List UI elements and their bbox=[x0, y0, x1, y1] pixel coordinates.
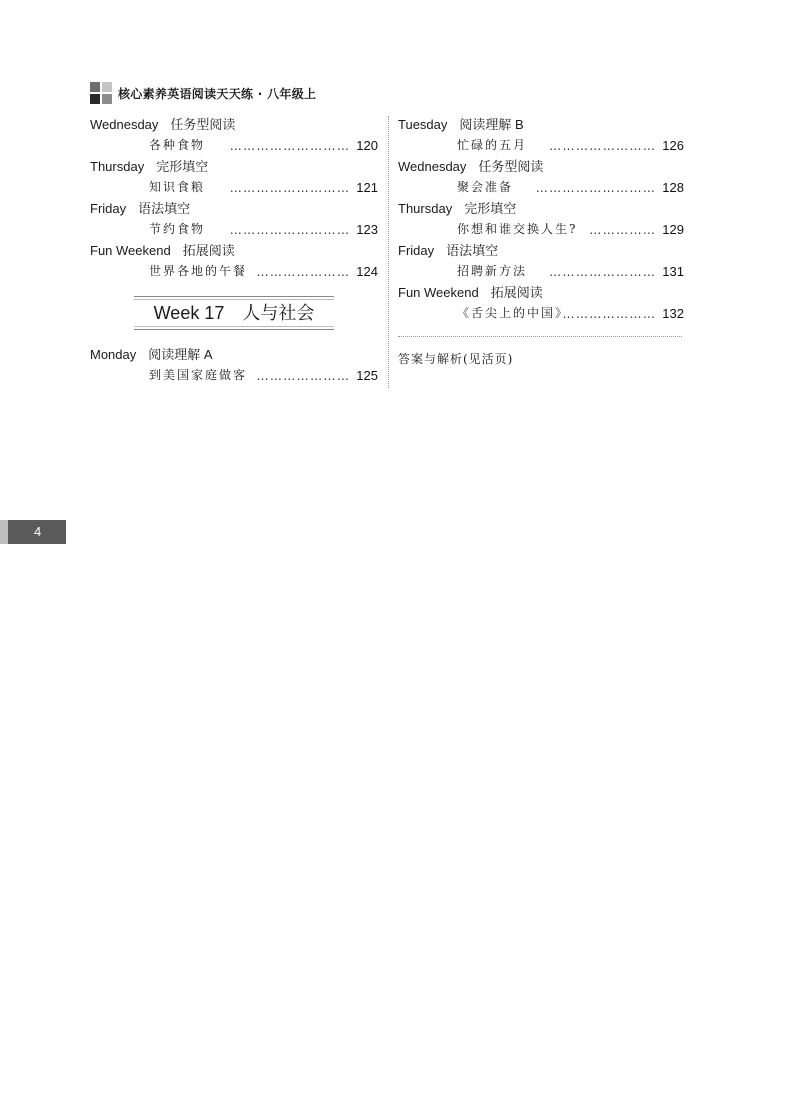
exercise-type: 拓展阅读 bbox=[182, 243, 235, 258]
entry-title: 《舌尖上的中国》 bbox=[457, 306, 570, 320]
exercise-type: 完形填空 bbox=[156, 159, 209, 174]
day-label: Wednesday bbox=[398, 159, 467, 174]
day-label: Fun Weekend bbox=[90, 243, 171, 258]
toc-entry[interactable] bbox=[398, 240, 684, 282]
toc-right-column bbox=[398, 114, 684, 370]
page-number: 128 bbox=[662, 180, 684, 195]
dot-leader: …………………… bbox=[549, 139, 657, 153]
toc-entry[interactable] bbox=[90, 156, 378, 198]
page-number: 123 bbox=[356, 222, 378, 237]
page-number: 125 bbox=[356, 368, 378, 383]
day-label: Tuesday bbox=[398, 117, 448, 132]
day-label: Thursday bbox=[398, 201, 453, 216]
entry-title: 知识食粮 bbox=[149, 180, 206, 194]
toc-entry[interactable] bbox=[90, 114, 378, 156]
toc-entry[interactable] bbox=[90, 344, 378, 386]
day-label: Wednesday bbox=[90, 117, 159, 132]
entry-title: 招聘新方法 bbox=[457, 264, 528, 278]
page-number: 132 bbox=[662, 306, 684, 321]
dot-leader: ……………………… bbox=[229, 139, 351, 153]
week-number: Week 17 bbox=[153, 303, 225, 323]
toc-entry[interactable] bbox=[90, 198, 378, 240]
entry-title: 你想和谁交换人生? bbox=[457, 222, 578, 236]
toc-entry[interactable] bbox=[398, 156, 684, 198]
dot-leader: ……………………… bbox=[229, 223, 351, 237]
book-title: 核心素养英语阅读天天练 · 八年级上 bbox=[118, 87, 317, 101]
entry-title: 忙碌的五月 bbox=[457, 138, 528, 152]
answers-note[interactable]: 答案与解析(见活页) bbox=[398, 352, 514, 366]
series-logo-icon bbox=[90, 82, 112, 104]
toc-entry[interactable] bbox=[90, 240, 378, 282]
week-heading bbox=[134, 296, 334, 330]
page-number: 129 bbox=[662, 222, 684, 237]
toc-entry[interactable] bbox=[398, 198, 684, 240]
page-number-tab bbox=[0, 520, 66, 544]
page-number: 131 bbox=[662, 264, 684, 279]
entry-title: 世界各地的午餐 bbox=[149, 264, 248, 278]
exercise-type: 任务型阅读 bbox=[478, 159, 544, 174]
exercise-type: 阅读理解 A bbox=[148, 347, 213, 362]
dot-leader: ……………………… bbox=[229, 181, 351, 195]
dot-leader: …………………… bbox=[549, 265, 657, 279]
exercise-type: 拓展阅读 bbox=[490, 285, 543, 300]
day-label: Friday bbox=[398, 243, 435, 258]
entry-title: 聚会准备 bbox=[457, 180, 514, 194]
page-number: 121 bbox=[356, 180, 378, 195]
entry-title: 各种食物 bbox=[149, 138, 206, 152]
day-label: Fun Weekend bbox=[398, 285, 479, 300]
dot-leader: ………………… bbox=[256, 265, 351, 279]
exercise-type: 语法填空 bbox=[446, 243, 499, 258]
section-divider bbox=[398, 336, 682, 337]
page-number: 120 bbox=[356, 138, 378, 153]
entry-title: 节约食物 bbox=[149, 222, 206, 236]
dot-leader: …………… bbox=[589, 223, 657, 237]
week-theme: 人与社会 bbox=[242, 303, 315, 323]
day-label: Monday bbox=[90, 347, 137, 362]
dot-leader: ……………………… bbox=[535, 181, 657, 195]
toc-left-column bbox=[90, 114, 378, 386]
day-label: Thursday bbox=[90, 159, 145, 174]
page-number: 126 bbox=[662, 138, 684, 153]
page-number: 124 bbox=[356, 264, 378, 279]
toc-entry[interactable] bbox=[398, 282, 684, 324]
exercise-type: 阅读理解 B bbox=[459, 117, 524, 132]
exercise-type: 完形填空 bbox=[464, 201, 517, 216]
column-divider bbox=[388, 116, 389, 388]
exercise-type: 语法填空 bbox=[138, 201, 191, 216]
toc-entry[interactable] bbox=[398, 114, 684, 156]
exercise-type: 任务型阅读 bbox=[170, 117, 236, 132]
entry-title: 到美国家庭做客 bbox=[149, 368, 248, 382]
folio: 4 bbox=[34, 524, 42, 539]
dot-leader: ………………… bbox=[562, 307, 657, 321]
day-label: Friday bbox=[90, 201, 127, 216]
dot-leader: ………………… bbox=[256, 369, 351, 383]
